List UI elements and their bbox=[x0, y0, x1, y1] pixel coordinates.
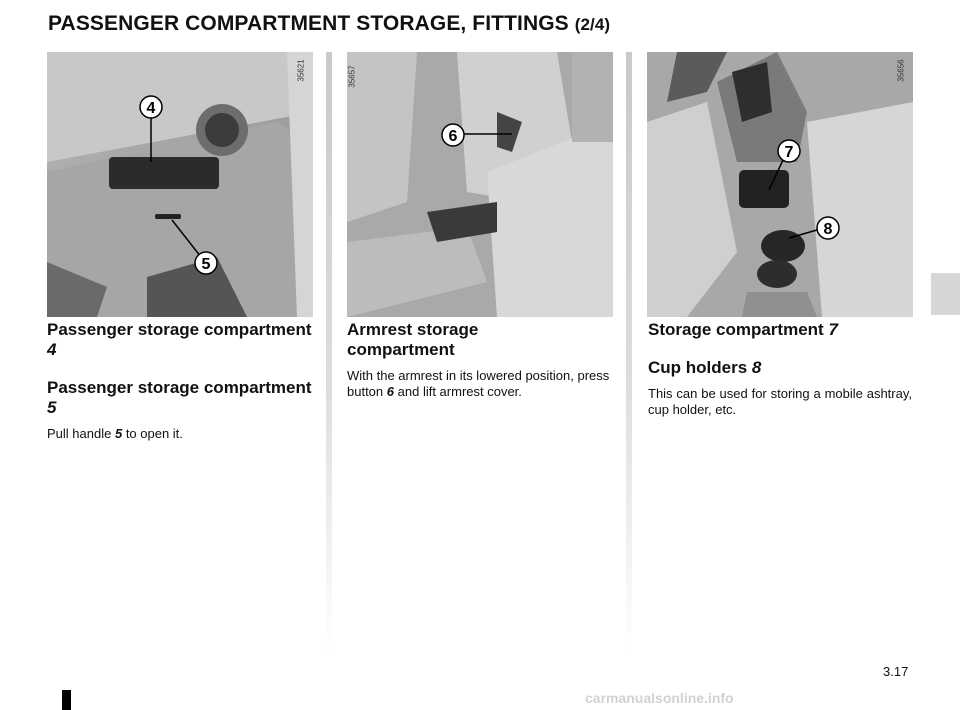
photo-ref-code: 35656 bbox=[896, 59, 906, 82]
page-number: 3.17 bbox=[883, 664, 909, 679]
section-tab bbox=[931, 273, 960, 315]
heading-armrest: Armrest storage compartment bbox=[347, 320, 479, 359]
page-title: PASSENGER COMPARTMENT STORAGE, FITTINGS (2/4) bbox=[48, 12, 611, 35]
heading-storage-7: Storage compartment 7 bbox=[648, 320, 838, 339]
photo-console bbox=[647, 52, 913, 317]
callout-layer-1 bbox=[47, 52, 313, 317]
text-cup-holders: This can be used for storing a mobile ashtray, cup holder, etc. bbox=[648, 386, 912, 417]
callout-8: 8 bbox=[823, 221, 833, 238]
heading-storage-5: Passenger storage compartment 5 bbox=[47, 378, 312, 417]
column-1 bbox=[47, 320, 313, 442]
photo-armrest bbox=[347, 52, 613, 317]
text-armrest: With the armrest in its lowered position, press button 6 and lift armrest cover. bbox=[347, 368, 610, 399]
corner-mark bbox=[62, 690, 71, 710]
column-divider-1 bbox=[326, 52, 332, 652]
column-2 bbox=[347, 320, 615, 400]
callout-layer-3 bbox=[647, 52, 913, 317]
callout-layer-2 bbox=[347, 52, 613, 317]
column-divider-2 bbox=[626, 52, 632, 652]
photo-ref-code: 35621 bbox=[296, 59, 306, 82]
page-part: (2/4) bbox=[574, 15, 611, 34]
watermark: carmanualsonline.info bbox=[585, 690, 734, 706]
text-pull-handle: Pull handle 5 to open it. bbox=[47, 426, 183, 441]
callout-5: 5 bbox=[201, 256, 211, 273]
heading-cup-holders: Cup holders 8 bbox=[648, 358, 762, 377]
callout-4: 4 bbox=[146, 100, 156, 117]
callout-7: 7 bbox=[784, 144, 794, 161]
heading-storage-4: Passenger storage compartment 4 bbox=[47, 320, 312, 359]
column-3 bbox=[648, 320, 912, 418]
callout-6: 6 bbox=[448, 128, 458, 145]
photo-glovebox bbox=[47, 52, 313, 317]
photo-ref-code: 35657 bbox=[347, 65, 357, 88]
